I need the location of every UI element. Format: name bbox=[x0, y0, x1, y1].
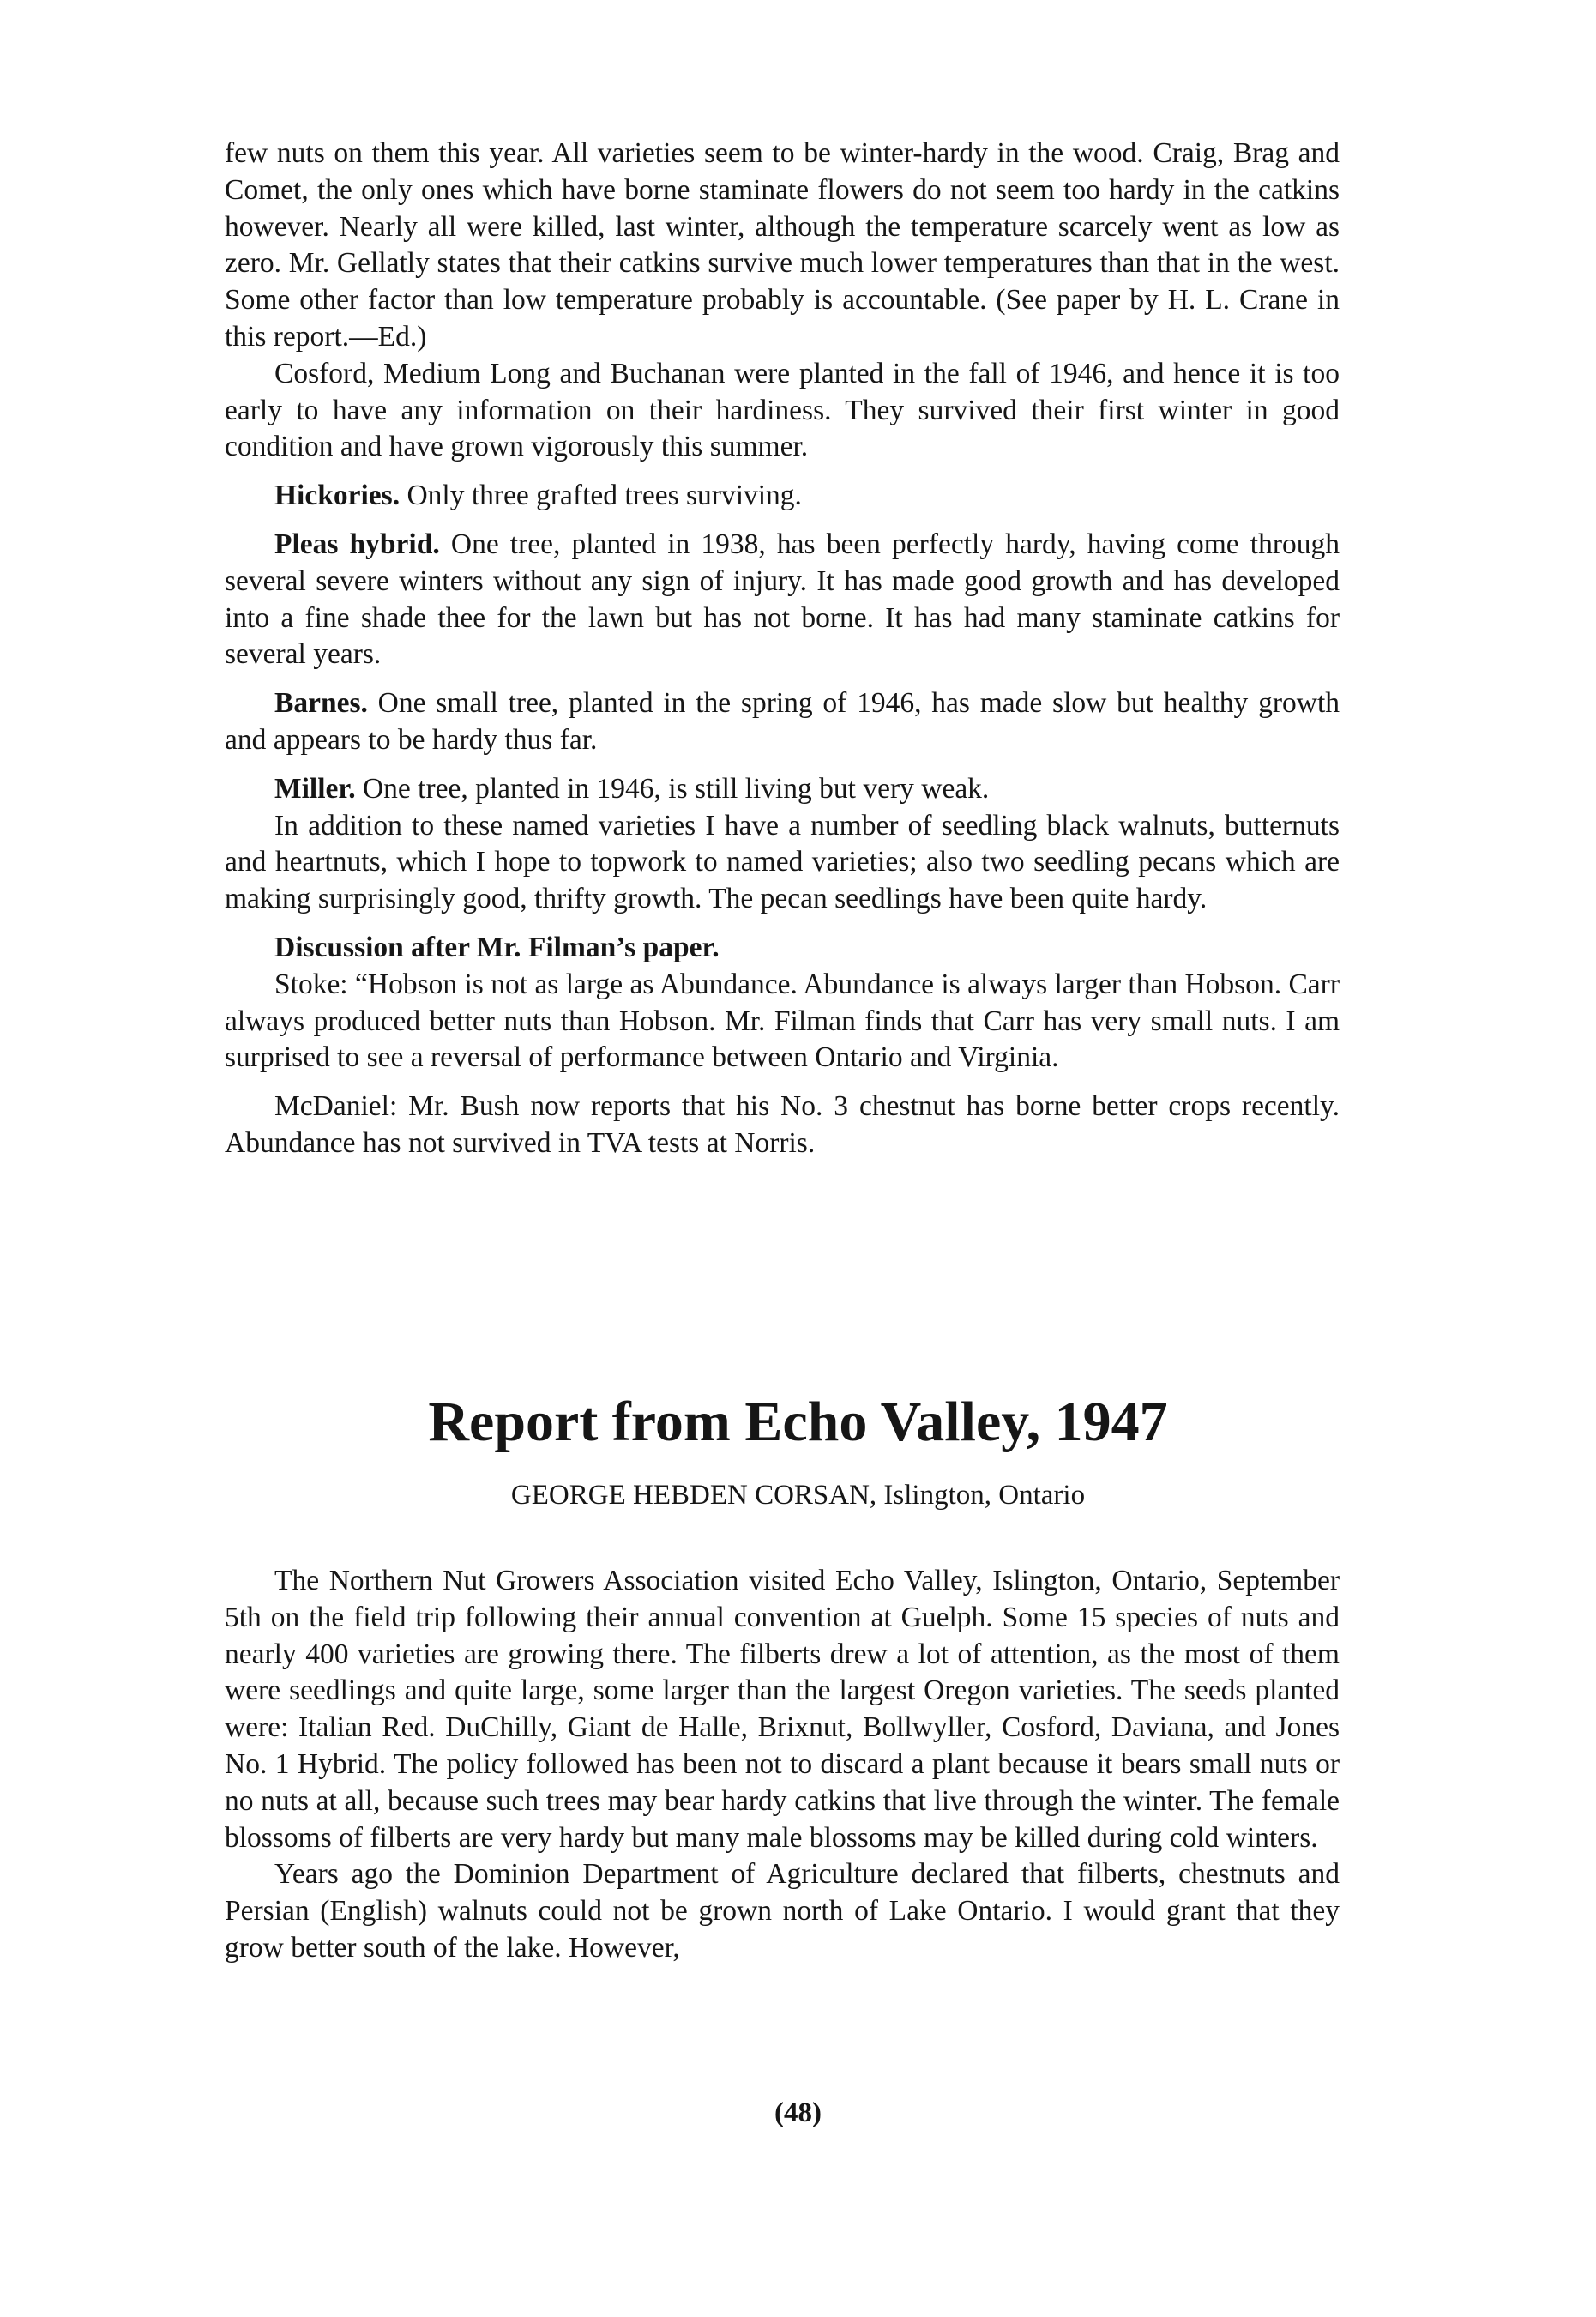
paragraph-barnes: Barnes. One small tree, planted in the spring of 1946, has made slow but healthy growth and appears to be hardy thus far. bbox=[225, 687, 1340, 756]
article-body bbox=[225, 1563, 1340, 1967]
paragraph-pleas-hybrid: Pleas hybrid. One tree, planted in 1938, has been perfectly hardy, having come through several severe winters without any sign of injury. It has made good growth and has developed into a fine shade thee for the lawn but has not borne. It has had many staminate catkins for several years. bbox=[225, 528, 1340, 671]
run-in-heading: Barnes. bbox=[274, 687, 368, 720]
paragraph: Years ago the Dominion Department of Agriculture declared that filberts, chestnuts and Persian (English) walnuts could not be grown north of Lake Ontario. I would grant that they grow better south of the lake. However, bbox=[225, 1858, 1340, 1964]
paragraph-hickories: Hickories. Only three grafted trees surviving. bbox=[274, 480, 802, 512]
continued-report-section bbox=[225, 136, 1340, 1162]
run-in-heading: Pleas hybrid. bbox=[274, 528, 440, 560]
article-byline: GEORGE HEBDEN CORSAN, Islington, Ontario bbox=[510, 1480, 1086, 1511]
page-number: (48) bbox=[774, 2097, 822, 2128]
paragraph-miller: Miller. One tree, planted in 1946, is still living but very weak. bbox=[274, 772, 990, 805]
run-in-heading: Miller. bbox=[274, 772, 356, 805]
paragraph: The Northern Nut Growers Association visited Echo Valley, Islington, Ontario, September 5th on the field trip following their annual convention at Guelph. Some 15 species of nuts and nearly 400 varieties are growing there. The filberts drew a lot of attention, as the most of them were seedlings and quite large, some larger than the largest Oregon varieties. The seeds planted were: Italian Red. DuChilly, Giant de Halle, Brixnut, Bollwyller, Cosford, Daviana, and Jones No. 1 Hybrid. The policy followed has been not to discard a plant because it bears small nuts or no nuts at all, because such trees may bear hardy catkins that live through the winter. The female blossoms of filberts are very hardy but many male blossoms may be killed during cold winters. bbox=[225, 1565, 1340, 1854]
paragraph: In addition to these named varieties I have a number of seedling black walnuts, butternuts and heartnuts, which I hope to topwork to named varieties; also two seedling pecans which are making surprisingly good, thrifty growth. The pecan seedlings have been quite hardy. bbox=[225, 809, 1340, 915]
discussion-heading bbox=[225, 930, 1340, 967]
run-in-heading: Discussion after Mr. Filman’s paper. bbox=[274, 931, 720, 963]
article-title: Report from Echo Valley, 1947 bbox=[428, 1391, 1168, 1453]
paragraph: few nuts on them this year. All varieties seem to be winter-hardy in the wood. Craig, Brag and Comet, the only ones which have borne staminate flowers do not seem too hardy in the catkins however. Nearly all were killed, last winter, although the temperature scarcely went as low as zero. Mr. Gellatly states that their catkins survive much lower temperatures than that in the west. Some other factor than low temperature probably is accountable. (See paper by H. L. Crane in this report.—Ed.) bbox=[225, 137, 1340, 353]
paragraph-stoke: Stoke: “Hobson is not as large as Abundance. Abundance is always larger than Hobson. Carr always produced better nuts than Hobson. Mr. Filman finds that Carr has very small nuts. I am surprised to see a reversal of performance between Ontario and Virginia. bbox=[225, 968, 1340, 1074]
paragraph-mcdaniel: McDaniel: Mr. Bush now reports that his No. 3 chestnut has borne better crops recently. Abundance has not survived in TVA tests at Norris. bbox=[225, 1090, 1340, 1159]
paragraph: Cosford, Medium Long and Buchanan were planted in the fall of 1946, and hence it is too early to have any information on their hardiness. They survived their first winter in good condition and have grown vigorously this summer. bbox=[225, 357, 1340, 463]
run-in-heading: Hickories. bbox=[274, 480, 401, 512]
